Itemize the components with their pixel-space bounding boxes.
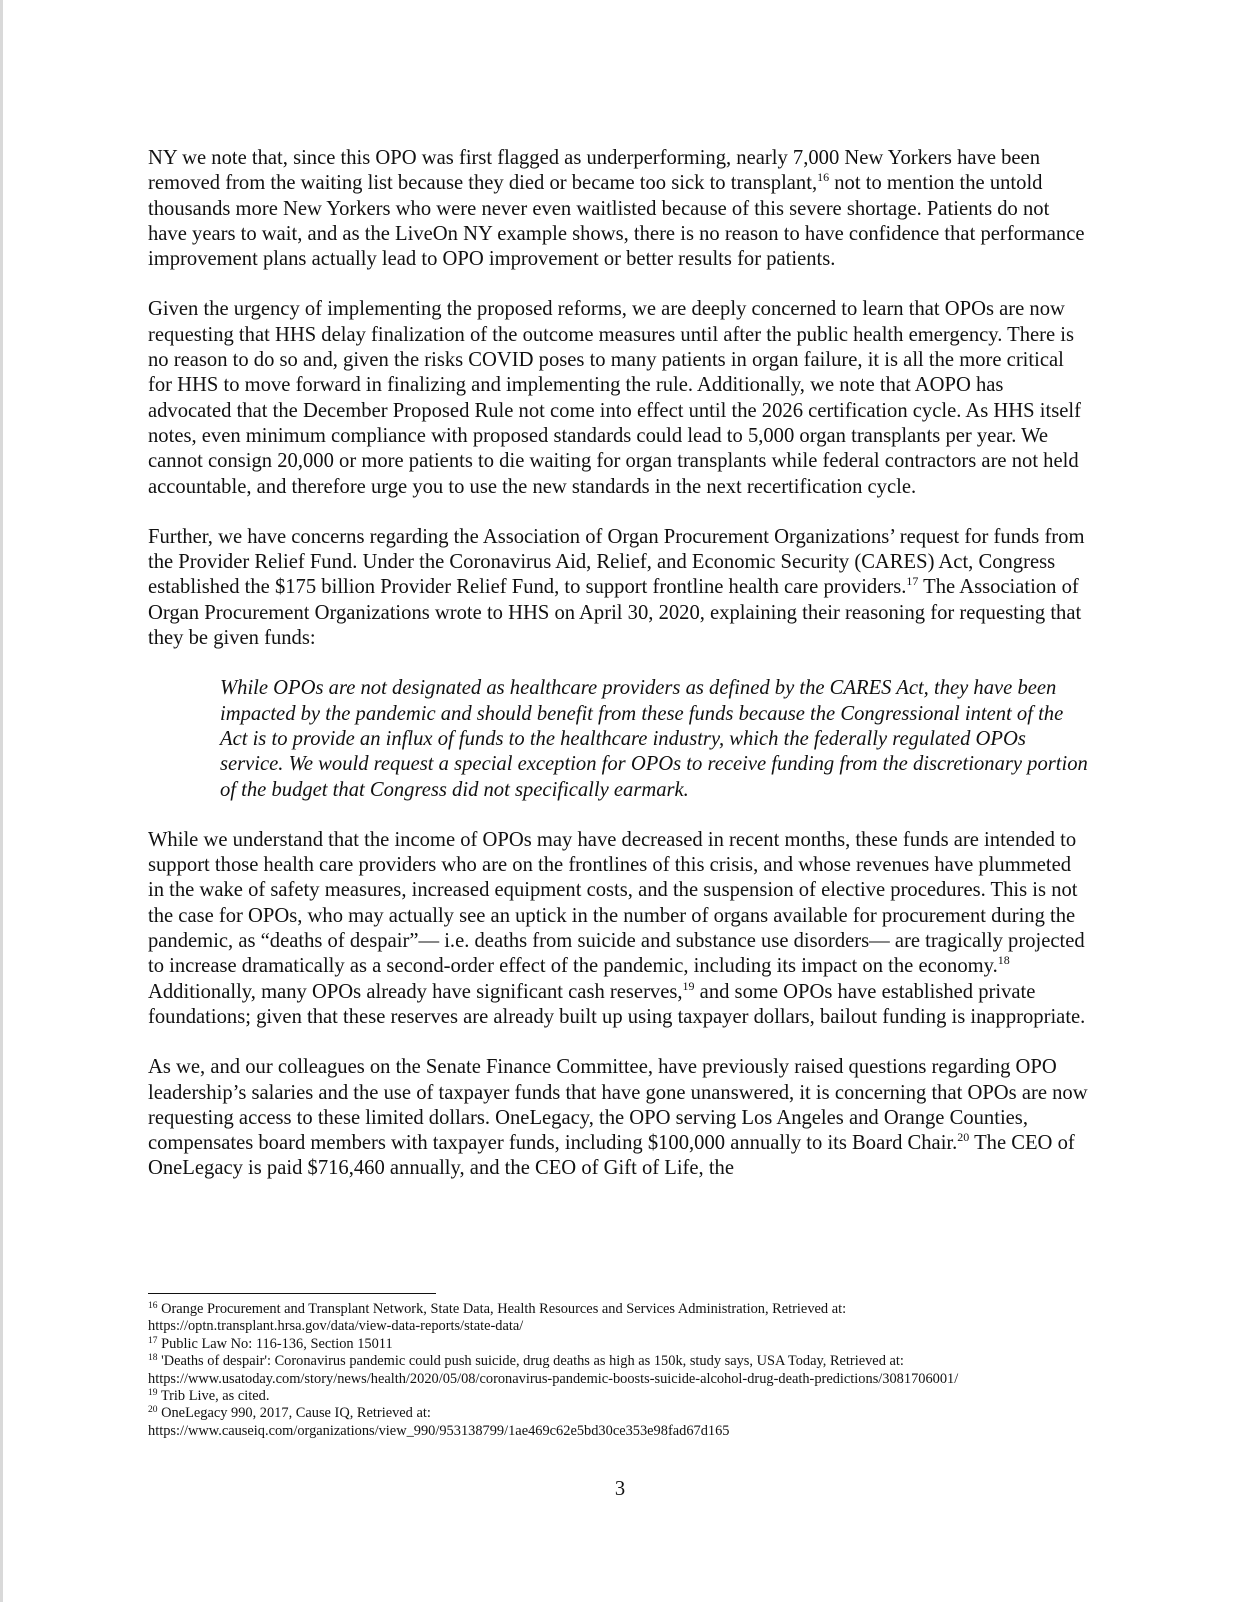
- block-quote: While OPOs are not designated as healthcare providers as defined by the CARES Act, they have been impacted by the pandemic and should benefit from these funds because the Congressional intent of the Act is to provide an influx of funds to the healthcare industry, which the federally regulated OPOs service. We would request a special exception for OPOs to receive funding from the discretionary portion of the budget that Congress did not specifically earmark.: [220, 677, 1088, 801]
- footnote-ref-16[interactable]: 16: [817, 170, 830, 185]
- footnotes: [148, 1301, 1098, 1440]
- footnote-text: 'Deaths of despair': Coronavirus pandemic could push suicide, drug deaths as high as 150k, study says, USA Today, Retrieved at:: [157, 1353, 904, 1370]
- footnote-number: 18: [148, 1353, 158, 1364]
- footnote-ref-17[interactable]: 17: [906, 574, 919, 589]
- paragraph-4-text-a: While we understand that the income of OPOs may have decreased in recent months, these funds are intended to support those health care providers who are on the frontlines of this crisis, and whose revenues have plummeted in the wake of safety measures, increased equipment costs, and the suspension of elective procedures. This is not the case for OPOs, who may actually see an uptick in the number of organs available for procurement during the pandemic, as “deaths of despair”— i.e. deaths from suicide and substance use disorders— are tragically projected to increase dramatically as a second-order effect of the pandemic, including its impact on the economy.: [148, 828, 1085, 978]
- paragraph-5: [148, 1055, 1088, 1181]
- footnote-text: Public Law No: 116-136, Section 15011: [157, 1335, 393, 1352]
- footnote-ref-18[interactable]: 18: [997, 953, 1010, 968]
- footnote-number: 17: [148, 1335, 158, 1346]
- footnote-16: [148, 1301, 1098, 1336]
- footnote-separator: [148, 1293, 436, 1294]
- paragraph-3-text-a: Further, we have concerns regarding the Association of Organ Procurement Organizations’ request for funds from the Provider Relief Fund. Under the Coronavirus Aid, Relief, and Economic Security (CARES) Act, Congress established the $175 billion Provider Relief Fund, to support frontline health care providers.: [148, 525, 1085, 599]
- paragraph-1: [148, 146, 1088, 272]
- paragraph-1-text-b: not to mention the untold thousands more New Yorkers who were never even waitlisted because of this severe shortage. Patients do not have years to wait, and as the LiveOn NY example shows, there is no reason to have confidence that performance improvement plans actually lead to OPO improvement or better results for patients.: [148, 172, 1085, 271]
- paragraph-5-text-a: As we, and our colleagues on the Senate Finance Committee, have previously raised questions regarding OPO leadership’s salaries and the use of taxpayer funds that have gone unanswered, it is concerning that OPOs are now requesting access to these limited dollars. OneLegacy, the OPO serving Los Angeles and Orange Counties, compensates board members with taxpayer funds, including $100,000 annually to its Board Chair.: [148, 1056, 1088, 1155]
- footnote-17: [148, 1336, 1098, 1353]
- paragraph-2: Given the urgency of implementing the proposed reforms, we are deeply concerned to learn that OPOs are now requesting that HHS delay finalization of the outcome measures until after the public health emergency. There is no reason to do so and, given the risks COVID poses to many patients in organ failure, it is all the more critical for HHS to move forward in finalizing and implementing the rule. Additionally, we note that AOPO has advocated that the December Proposed Rule not come into effect until the 2026 certification cycle. As HHS itself notes, even minimum compliance with proposed standards could lead to 5,000 organ transplants per year. We cannot consign 20,000 or more patients to die waiting for organ transplants while federal contractors are not held accountable, and therefore urge you to use the new standards in the next recertification cycle.: [148, 298, 1081, 498]
- footnote-ref-20[interactable]: 20: [957, 1130, 970, 1145]
- footnote-link[interactable]: https://www.usatoday.com/story/news/health/2020/05/08/coronavirus-pandemic-boosts-suicide-alcohol-drug-death-predictions/3081706001/: [148, 1370, 959, 1387]
- footnote-text: Trib Live, as cited.: [157, 1388, 270, 1405]
- footnote-text: Orange Procurement and Transplant Network, State Data, Health Resources and Services Administration, Retrieved at:: [157, 1301, 847, 1317]
- page-number: 3: [614, 1478, 626, 1500]
- footnote-link[interactable]: https://www.causeiq.com/organizations/view_990/953138799/1ae469c62e5bd30ce353e98fad67d165: [148, 1422, 730, 1439]
- paragraph-4-text-b: Additionally, many OPOs already have significant cash reserves,: [148, 980, 683, 1003]
- footnote-number: 16: [148, 1301, 158, 1311]
- paragraph-3-text-b: The Association of Organ Procurement Organizations wrote to HHS on April 30, 2020, explaining their reasoning for requesting that they be given funds:: [148, 576, 1082, 650]
- footnote-number: 20: [148, 1405, 158, 1416]
- page-left-edge: [0, 0, 3, 1602]
- footnote-19: [148, 1388, 1098, 1405]
- footnote-text: OneLegacy 990, 2017, Cause IQ, Retrieved at:: [157, 1405, 431, 1422]
- footnote-link[interactable]: https://optn.transplant.hrsa.gov/data/view-data-reports/state-data/: [148, 1318, 524, 1335]
- paragraph-4: [148, 828, 1088, 1030]
- footnote-18: [148, 1353, 1098, 1388]
- footnote-20: [148, 1405, 1098, 1440]
- footnote-number: 19: [148, 1388, 158, 1399]
- paragraph-1-text-a: NY we note that, since this OPO was first flagged as underperforming, nearly 7,000 New Yorkers have been removed from the waiting list because they died or became too sick to transplant,: [148, 147, 1040, 195]
- paragraph-3: [148, 525, 1088, 651]
- paragraph-5-text-b: The CEO of OneLegacy is paid $716,460 annually, and the CEO of Gift of Life, the: [148, 1132, 1075, 1180]
- paragraph-4-text-c: and some OPOs have established private foundations; given that these reserves are already built up using taxpayer dollars, bailout funding is inappropriate.: [148, 980, 1086, 1028]
- document-body: [148, 146, 1088, 1207]
- footnote-ref-19[interactable]: 19: [682, 978, 695, 993]
